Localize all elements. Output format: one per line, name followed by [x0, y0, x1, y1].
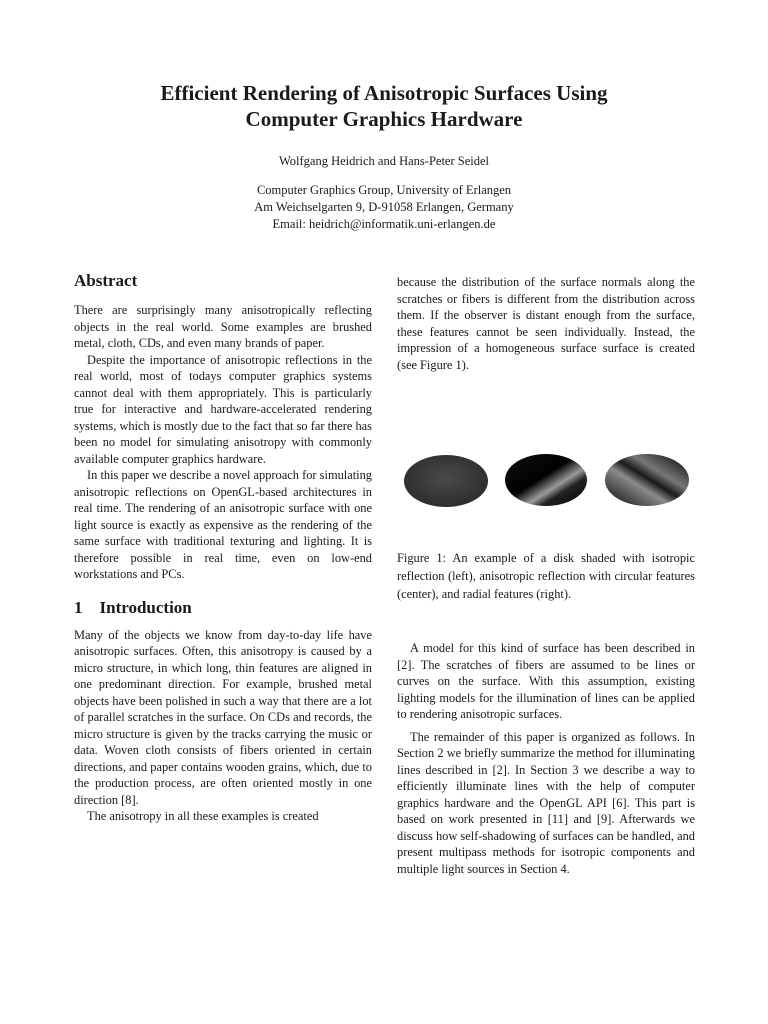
intro-paragraph-4: The remainder of this paper is organized as follows. In Section 2 we briefly summarize the method for illuminating lines described in [2]. In Section 3 we describe a way to efficiently illuminate lines with the help of computer graphics hardware and the OpenGL API [6]. This part is based on work presented in [11] and [9]. Afterwards we discuss how self-shadowing of surfaces can be handled, and present multipass methods for isotropic components and multiple light sources in Section 4. [397, 729, 695, 876]
intro-paragraph-1: Many of the objects we know from day-to-day life have anisotropic surfaces. Often, this anisotropy is caused by a micro structure, in which long, thin features are aligned in one predominant direction. For example, brushed metal objects have been polished in such a way that there are a lot of parallel scratches in the surface. On CDs and records, the micro structure is given by the tracks carrying the music or data. Woven cloth consists of fibers oriented in certain directions, and paper contains wooden grains, which, due to the production process, are often oriented mostly in one direction [8]. [74, 627, 372, 807]
intro-paragraph-2-continued: because the distribution of the surface normals along the scratches or fibers is different from the distribution across them. If the observer is distant enough from the surface, these features cannot be seen individually. Instead, the impression of a homogeneous surface surface is created (see Figure 1). [397, 275, 695, 372]
affiliation-line-2: Am Weichselgarten 9, D-91058 Erlangen, Germany [254, 200, 514, 214]
figure-1-disks [398, 446, 694, 516]
right-column-bottom [397, 640, 695, 877]
abstract-paragraph-2: Despite the importance of anisotropic reflections in the real world, most of todays computer graphics systems cannot deal with them appropriately. This is particularly true for interactive and hardware-accelerated rendering systems, which is mostly due to the fact that so far there has been no model for simulating anisotropy with commonly available computer graphics hardware. [74, 352, 372, 466]
paper-title [0, 80, 768, 132]
affiliation [0, 182, 768, 233]
title-line-2: Computer Graphics Hardware [245, 107, 523, 131]
circular-anisotropic-disk [505, 454, 587, 506]
introduction-heading [74, 597, 372, 619]
affiliation-email: Email: heidrich@informatik.uni-erlangen.de [272, 217, 496, 231]
abstract-paragraph-1: There are surprisingly many anisotropically reflecting objects in the real world. Some examples are brushed metal, cloth, CDs, and even many brands of paper. [74, 303, 372, 350]
radial-anisotropic-disk [605, 454, 689, 506]
abstract-heading: Abstract [74, 271, 138, 290]
left-column [74, 270, 372, 825]
section-title: Introduction [99, 597, 192, 617]
figure-1-caption: Figure 1: An example of a disk shaded with isotropic reflection (left), anisotropic reflection with circular features (center), and radial features (right). [397, 551, 695, 601]
intro-paragraph-3: A model for this kind of surface has been described in [2]. The scratches of fibers are assumed to be lines or curves on the surface. With this assumption, existing lighting models for the illumination of lines can be applied to rendering anisotropic surfaces. [397, 641, 695, 721]
figure-1 [398, 446, 694, 516]
intro-paragraph-2-start: The anisotropy in all these examples is created [87, 809, 319, 823]
right-column-top [397, 274, 695, 373]
abstract-paragraph-3: In this paper we describe a novel approach for simulating anisotropic reflections on OpenGL-based architectures in real time. The rendering of an anisotropic surface with one light source is exactly as expensive as the rendering of the same surface with traditional texturing and lighting. It is therefore possible in real time, even on low-end workstations and PCs. [74, 468, 372, 581]
affiliation-line-1: Computer Graphics Group, University of Erlangen [256, 183, 512, 197]
authors: Wolfgang Heidrich and Hans-Peter Seidel [278, 154, 490, 168]
isotropic-disk [404, 455, 488, 507]
section-number: 1 [74, 597, 83, 617]
title-line-1: Efficient Rendering of Anisotropic Surfaces Using [160, 81, 608, 105]
